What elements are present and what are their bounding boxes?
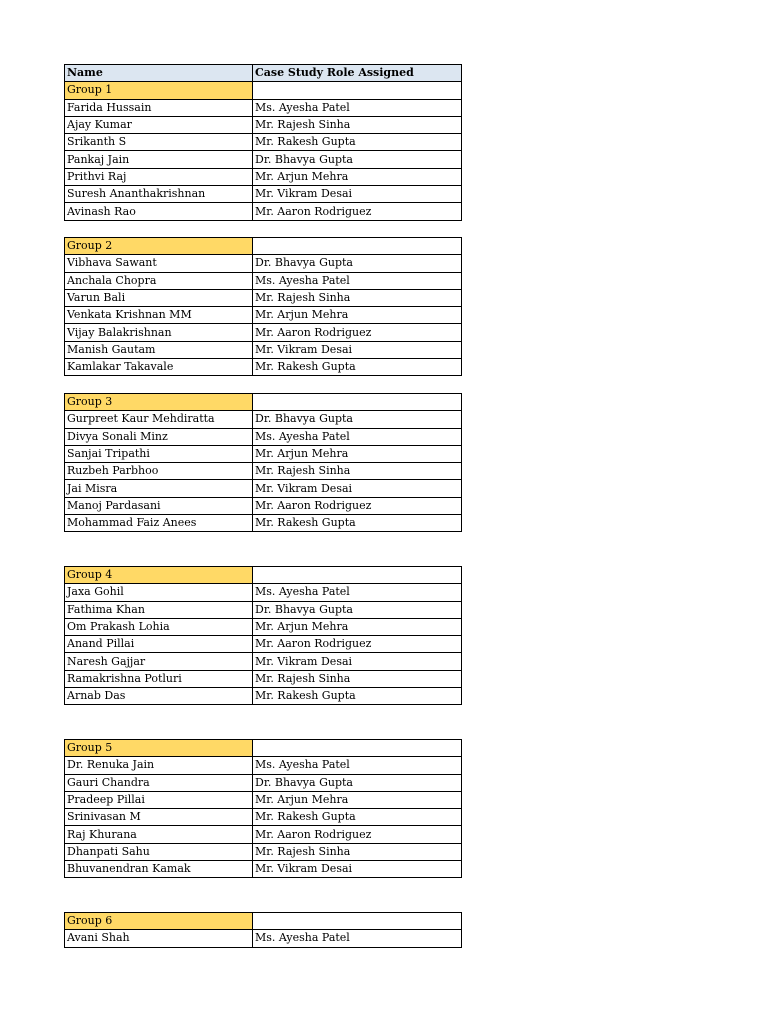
table-row bbox=[65, 324, 462, 341]
name-cell: Ramakrishna Potluri bbox=[65, 670, 253, 687]
table-row bbox=[65, 359, 462, 376]
name-cell: Naresh Gajjar bbox=[65, 653, 253, 670]
name-cell: Farida Hussain bbox=[65, 99, 253, 116]
table-row bbox=[65, 99, 462, 116]
group-2-table bbox=[64, 237, 462, 376]
table-row bbox=[65, 843, 462, 860]
table-row bbox=[65, 307, 462, 324]
name-cell: Divya Sonali Minz bbox=[65, 428, 253, 445]
table-row bbox=[65, 757, 462, 774]
name-cell: Ajay Kumar bbox=[65, 116, 253, 133]
role-cell: Mr. Arjun Mehra bbox=[253, 168, 462, 185]
role-cell: Dr. Bhavya Gupta bbox=[253, 411, 462, 428]
name-cell: Gauri Chandra bbox=[65, 774, 253, 791]
role-cell: Mr. Rajesh Sinha bbox=[253, 116, 462, 133]
name-cell: Anand Pillai bbox=[65, 636, 253, 653]
name-cell: Prithvi Raj bbox=[65, 168, 253, 185]
empty-cell bbox=[253, 238, 462, 255]
table-row bbox=[65, 480, 462, 497]
name-cell: Manish Gautam bbox=[65, 341, 253, 358]
table-row bbox=[65, 774, 462, 791]
group-header-row bbox=[65, 238, 462, 255]
role-cell: Mr. Rakesh Gupta bbox=[253, 359, 462, 376]
role-cell: Mr. Aaron Rodriguez bbox=[253, 203, 462, 220]
header-row bbox=[65, 65, 462, 82]
name-cell: Kamlakar Takavale bbox=[65, 359, 253, 376]
role-cell: Dr. Bhavya Gupta bbox=[253, 774, 462, 791]
role-cell: Ms. Ayesha Patel bbox=[253, 99, 462, 116]
role-cell: Mr. Rajesh Sinha bbox=[253, 670, 462, 687]
name-cell: Arnab Das bbox=[65, 688, 253, 705]
name-cell: Anchala Chopra bbox=[65, 272, 253, 289]
table-row bbox=[65, 203, 462, 220]
role-cell: Mr. Vikram Desai bbox=[253, 861, 462, 878]
table-row bbox=[65, 134, 462, 151]
name-cell: Jaxa Gohil bbox=[65, 584, 253, 601]
empty-cell bbox=[253, 82, 462, 99]
role-cell: Dr. Bhavya Gupta bbox=[253, 255, 462, 272]
group-label: Group 6 bbox=[65, 913, 253, 930]
name-cell: Suresh Ananthakrishnan bbox=[65, 186, 253, 203]
name-cell: Mohammad Faiz Anees bbox=[65, 515, 253, 532]
group-header-row bbox=[65, 394, 462, 411]
group-header-row bbox=[65, 740, 462, 757]
name-cell: Fathima Khan bbox=[65, 601, 253, 618]
name-cell: Varun Bali bbox=[65, 289, 253, 306]
name-cell: Avinash Rao bbox=[65, 203, 253, 220]
table-row bbox=[65, 463, 462, 480]
name-cell: Jai Misra bbox=[65, 480, 253, 497]
table-row bbox=[65, 601, 462, 618]
group-5-table bbox=[64, 739, 462, 878]
name-cell: Pankaj Jain bbox=[65, 151, 253, 168]
table-row bbox=[65, 688, 462, 705]
role-cell: Mr. Rakesh Gupta bbox=[253, 134, 462, 151]
role-cell: Mr. Arjun Mehra bbox=[253, 445, 462, 462]
name-cell: Raj Khurana bbox=[65, 826, 253, 843]
name-cell: Om Prakash Lohia bbox=[65, 618, 253, 635]
empty-cell bbox=[253, 567, 462, 584]
name-cell: Srikanth S bbox=[65, 134, 253, 151]
role-cell: Mr. Aaron Rodriguez bbox=[253, 497, 462, 514]
role-cell: Mr. Vikram Desai bbox=[253, 341, 462, 358]
role-cell: Mr. Vikram Desai bbox=[253, 186, 462, 203]
table-row bbox=[65, 445, 462, 462]
role-cell: Mr. Rakesh Gupta bbox=[253, 515, 462, 532]
role-cell: Mr. Aaron Rodriguez bbox=[253, 636, 462, 653]
role-cell: Mr. Rakesh Gupta bbox=[253, 809, 462, 826]
table-row bbox=[65, 618, 462, 635]
header-role: Case Study Role Assigned bbox=[253, 65, 462, 82]
role-cell: Mr. Rajesh Sinha bbox=[253, 843, 462, 860]
table-row bbox=[65, 809, 462, 826]
role-cell: Dr. Bhavya Gupta bbox=[253, 151, 462, 168]
empty-cell bbox=[253, 740, 462, 757]
table-row bbox=[65, 272, 462, 289]
name-cell: Ruzbeh Parbhoo bbox=[65, 463, 253, 480]
empty-cell bbox=[253, 394, 462, 411]
name-cell: Manoj Pardasani bbox=[65, 497, 253, 514]
table-row bbox=[65, 116, 462, 133]
role-cell: Mr. Arjun Mehra bbox=[253, 618, 462, 635]
name-cell: Pradeep Pillai bbox=[65, 791, 253, 808]
role-cell: Mr. Arjun Mehra bbox=[253, 307, 462, 324]
table-row bbox=[65, 791, 462, 808]
role-cell: Ms. Ayesha Patel bbox=[253, 272, 462, 289]
name-cell: Dr. Renuka Jain bbox=[65, 757, 253, 774]
role-cell: Mr. Rakesh Gupta bbox=[253, 688, 462, 705]
table-row bbox=[65, 861, 462, 878]
table-row bbox=[65, 930, 462, 947]
empty-cell bbox=[253, 913, 462, 930]
role-cell: Ms. Ayesha Patel bbox=[253, 428, 462, 445]
table-row bbox=[65, 186, 462, 203]
group-label: Group 4 bbox=[65, 567, 253, 584]
name-cell: Vibhava Sawant bbox=[65, 255, 253, 272]
role-cell: Mr. Vikram Desai bbox=[253, 653, 462, 670]
table-row bbox=[65, 515, 462, 532]
table-row bbox=[65, 151, 462, 168]
role-cell: Ms. Ayesha Patel bbox=[253, 584, 462, 601]
group-6-table bbox=[64, 912, 462, 948]
table-row bbox=[65, 826, 462, 843]
name-cell: Avani Shah bbox=[65, 930, 253, 947]
name-cell: Sanjai Tripathi bbox=[65, 445, 253, 462]
role-cell: Dr. Bhavya Gupta bbox=[253, 601, 462, 618]
group-header-row bbox=[65, 913, 462, 930]
table-row bbox=[65, 168, 462, 185]
role-cell: Mr. Aaron Rodriguez bbox=[253, 826, 462, 843]
group-header-row bbox=[65, 567, 462, 584]
table-row bbox=[65, 411, 462, 428]
table-row bbox=[65, 497, 462, 514]
role-cell: Ms. Ayesha Patel bbox=[253, 930, 462, 947]
group-label: Group 3 bbox=[65, 394, 253, 411]
group-label: Group 1 bbox=[65, 82, 253, 99]
name-cell: Bhuvanendran Kamak bbox=[65, 861, 253, 878]
name-cell: Srinivasan M bbox=[65, 809, 253, 826]
role-cell: Mr. Aaron Rodriguez bbox=[253, 324, 462, 341]
role-cell: Mr. Rajesh Sinha bbox=[253, 463, 462, 480]
header-name: Name bbox=[65, 65, 253, 82]
name-cell: Venkata Krishnan MM bbox=[65, 307, 253, 324]
group-label: Group 5 bbox=[65, 740, 253, 757]
table-row bbox=[65, 255, 462, 272]
group-header-row bbox=[65, 82, 462, 99]
table-row bbox=[65, 289, 462, 306]
group-1-table bbox=[64, 64, 462, 221]
name-cell: Gurpreet Kaur Mehdiratta bbox=[65, 411, 253, 428]
role-cell: Mr. Arjun Mehra bbox=[253, 791, 462, 808]
table-row bbox=[65, 636, 462, 653]
group-3-table bbox=[64, 393, 462, 532]
role-cell: Mr. Vikram Desai bbox=[253, 480, 462, 497]
name-cell: Vijay Balakrishnan bbox=[65, 324, 253, 341]
name-cell: Dhanpati Sahu bbox=[65, 843, 253, 860]
role-cell: Ms. Ayesha Patel bbox=[253, 757, 462, 774]
table-row bbox=[65, 341, 462, 358]
group-4-table bbox=[64, 566, 462, 705]
table-row bbox=[65, 584, 462, 601]
group-label: Group 2 bbox=[65, 238, 253, 255]
table-row bbox=[65, 653, 462, 670]
table-row bbox=[65, 670, 462, 687]
role-cell: Mr. Rajesh Sinha bbox=[253, 289, 462, 306]
table-row bbox=[65, 428, 462, 445]
